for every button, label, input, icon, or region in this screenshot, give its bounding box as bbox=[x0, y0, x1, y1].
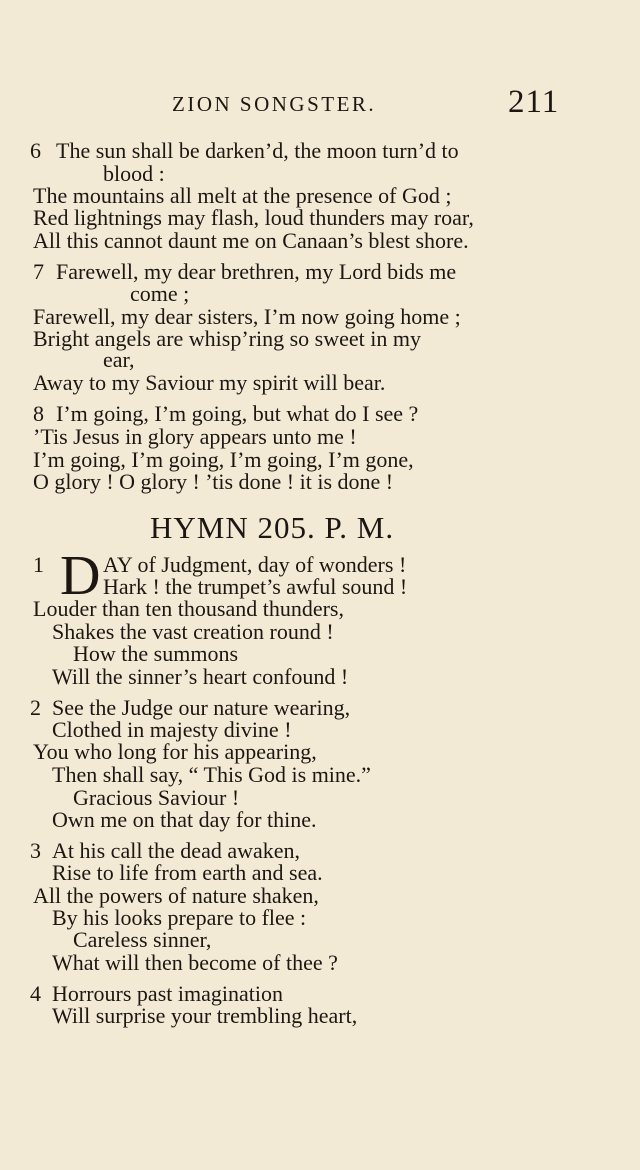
verse-line: I’m going, I’m going, but what do I see ? bbox=[56, 401, 419, 426]
verse-line: The mountains all melt at the presence of God ; bbox=[33, 183, 452, 208]
verse-line: Away to my Saviour my spirit will bear. bbox=[33, 370, 386, 395]
running-header-title: ZION SONGSTER. bbox=[172, 92, 377, 116]
verse-line: Will surprise your trembling heart, bbox=[52, 1003, 358, 1028]
drop-cap: D bbox=[60, 545, 101, 607]
stanza-number: 7 bbox=[33, 259, 44, 284]
verse-line: O glory ! O glory ! ’tis done ! it is done ! bbox=[33, 469, 394, 494]
verse-line: At his call the dead awaken, bbox=[52, 838, 301, 863]
verse-line: Bright angels are whisp’ring so sweet in my bbox=[33, 326, 421, 351]
verse-line: Farewell, my dear brethren, my Lord bids me bbox=[56, 259, 457, 284]
verse-line: You who long for his appearing, bbox=[33, 739, 317, 764]
stanza-number: 3 bbox=[30, 838, 41, 863]
verse-line: blood : bbox=[103, 161, 165, 186]
stanza-number: 1 bbox=[33, 552, 44, 577]
verse-line: By his looks prepare to flee : bbox=[52, 905, 307, 930]
verse-line: Horrours past imagination bbox=[52, 981, 283, 1006]
verse-line: Louder than ten thousand thunders, bbox=[33, 596, 344, 621]
stanza-number: 6 bbox=[30, 138, 41, 163]
verse-line: I’m going, I’m going, I’m going, I’m gone, bbox=[33, 447, 414, 472]
verse-line: Own me on that day for thine. bbox=[52, 807, 317, 832]
verse-line: How the summons bbox=[73, 641, 238, 666]
verse-line: Shakes the vast creation round ! bbox=[52, 619, 334, 644]
page-number: 211 bbox=[508, 84, 560, 120]
stanza-number: 8 bbox=[33, 401, 44, 426]
stanza-number: 4 bbox=[30, 981, 41, 1006]
verse-line: AY of Judgment, day of wonders ! bbox=[103, 552, 407, 577]
verse-line: Careless sinner, bbox=[73, 927, 212, 952]
verse-line: See the Judge our nature wearing, bbox=[52, 695, 351, 720]
verse-line: come ; bbox=[130, 281, 190, 306]
verse-line: Red lightnings may flash, loud thunders may roar, bbox=[33, 205, 474, 230]
verse-line: The sun shall be darken’d, the moon turn’d to bbox=[56, 138, 459, 163]
verse-line: Rise to life from earth and sea. bbox=[52, 860, 323, 885]
verse-line: Hark ! the trumpet’s awful sound ! bbox=[103, 574, 408, 599]
hymn-title: HYMN 205. P. M. bbox=[150, 510, 395, 545]
verse-line: ’Tis Jesus in glory appears unto me ! bbox=[33, 424, 357, 449]
verse-line: Then shall say, “ This God is mine.” bbox=[52, 762, 371, 787]
verse-line: What will then become of thee ? bbox=[52, 950, 338, 975]
verse-line: Farewell, my dear sisters, I’m now going home ; bbox=[33, 304, 461, 329]
verse-line: Clothed in majesty divine ! bbox=[52, 717, 292, 742]
verse-line: Gracious Saviour ! bbox=[73, 785, 240, 810]
verse-line: ear, bbox=[103, 347, 135, 372]
verse-line: All the powers of nature shaken, bbox=[33, 883, 319, 908]
stanza-number: 2 bbox=[30, 695, 41, 720]
verse-line: Will the sinner’s heart confound ! bbox=[52, 664, 349, 689]
verse-line: All this cannot daunt me on Canaan’s blest shore. bbox=[33, 228, 469, 253]
